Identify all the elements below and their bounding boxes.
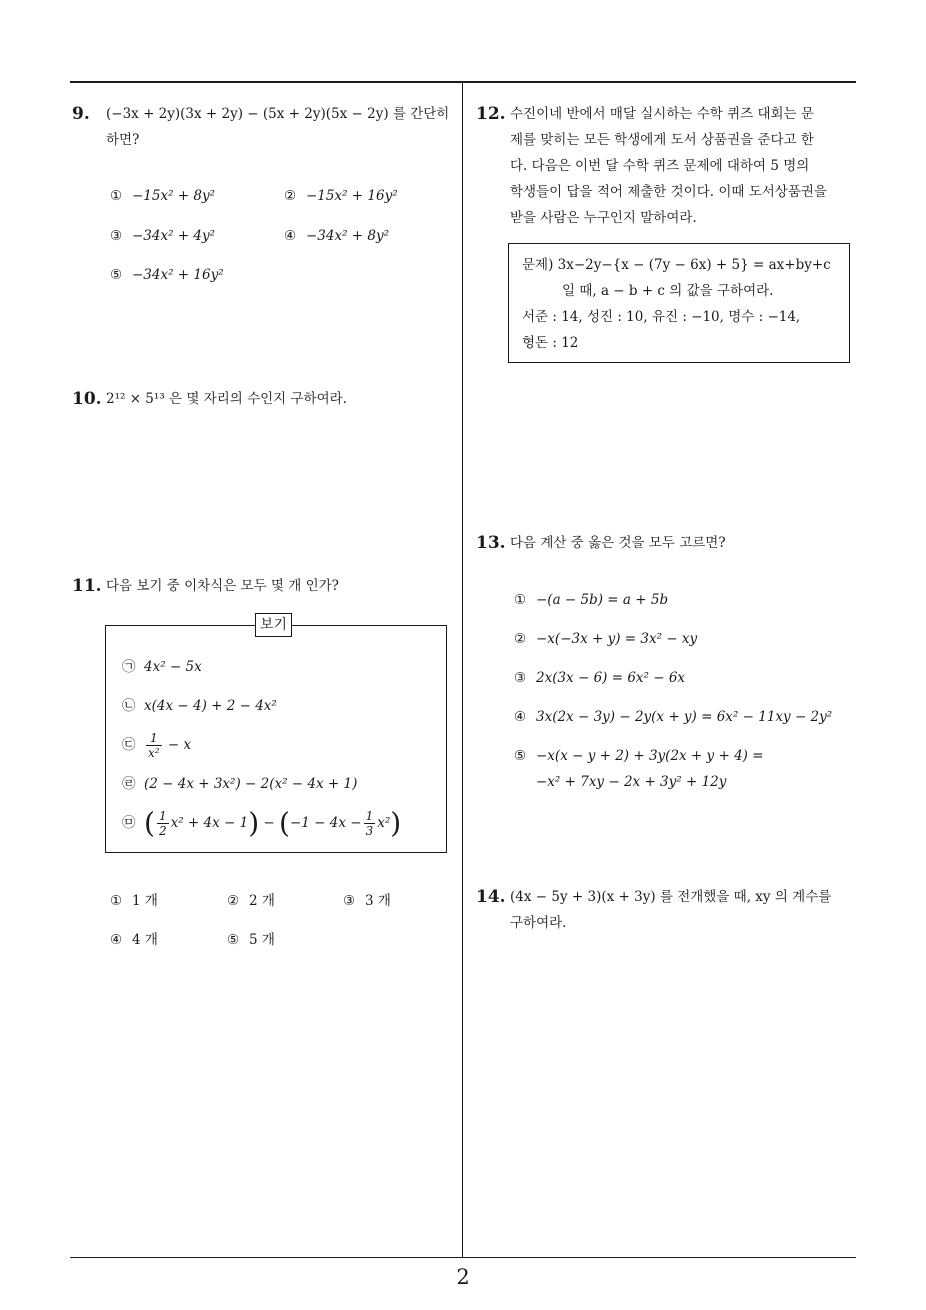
question-text: (−3x + 2y)(3x + 2y) − (5x + 2y)(5x − 2y) 를 간단히: [106, 106, 450, 122]
example-item-3: [122, 728, 191, 762]
item-text: (2 − 4x + 3x²) − 2(x² − 4x + 1): [144, 776, 358, 792]
item-mark: ㉢: [122, 737, 136, 753]
answers-line: 형돈 : 12: [522, 335, 579, 351]
question-text-line: 제를 맞히는 모든 학생에게 도서 상품권을 준다고 한: [510, 132, 814, 148]
choice-text: −x(−3x + y) = 3x² − xy: [536, 631, 698, 647]
choice-mark: ④: [514, 709, 527, 725]
choice-mark: ④: [284, 228, 297, 244]
question-text-line: 다. 다음은 이번 달 수학 퀴즈 문제에 대하여 5 명의: [510, 158, 810, 174]
choice-4[interactable]: [514, 707, 832, 727]
choice-text: 4 개: [132, 932, 158, 948]
question-text: 다음 보기 중 이차식은 모두 몇 개 인가?: [106, 578, 339, 594]
choice-mark: ④: [110, 932, 123, 948]
question-text: 구하여라.: [510, 915, 567, 931]
fraction-numerator: 1: [365, 809, 374, 823]
choice-2[interactable]: [284, 186, 398, 206]
choice-text: 5 개: [249, 932, 275, 948]
choice-5[interactable]: [227, 930, 275, 950]
choice-mark: ①: [110, 188, 123, 204]
question-text: 하면?: [106, 132, 140, 148]
choice-4[interactable]: [110, 930, 158, 950]
question-number: 9.: [72, 104, 90, 124]
open-paren: (: [144, 806, 155, 840]
fraction-numerator: 1: [158, 809, 167, 823]
choice-text: 3x(2x − 3y) − 2y(x + y) = 6x² − 11xy − 2y²: [536, 709, 833, 725]
choice-mark: ①: [110, 893, 123, 909]
choice-mark: ⑤: [110, 267, 123, 283]
item-mark: ㉣: [122, 776, 136, 792]
fraction: [157, 809, 169, 838]
minus-sign: −: [263, 815, 275, 831]
choice-text: 2 개: [249, 893, 275, 909]
item-text: − x: [167, 737, 192, 753]
bottom-rule: [70, 1257, 856, 1258]
choice-text: −34x² + 16y²: [132, 267, 224, 283]
fraction-denominator: 3: [365, 824, 374, 838]
problem-line: 문제) 3x−2y−{x − (7y − 6x) + 5} = ax+by+c: [522, 257, 831, 273]
question-text: (4x − 5y + 3)(x + 3y) 를 전개했을 때, xy 의 계수를: [510, 889, 832, 905]
question-text: 다음 계산 중 옳은 것을 모두 고르면?: [510, 535, 726, 551]
question-text-line: 수진이네 반에서 매달 실시하는 수학 퀴즈 대회는 문: [510, 106, 814, 122]
fraction: [364, 809, 376, 838]
fraction-denominator: 2: [158, 824, 167, 838]
choice-1[interactable]: [514, 590, 668, 610]
answers-line: 서준 : 14, 성진 : 10, 유진 : −10, 명수 : −14,: [522, 309, 801, 325]
choice-text: −15x² + 16y²: [306, 188, 398, 204]
top-rule: [70, 81, 856, 83]
choice-5[interactable]: [110, 265, 224, 285]
page-number: 2: [456, 1265, 470, 1289]
choice-text: −34x² + 4y²: [132, 228, 216, 244]
question-text-line: 받을 사람은 누구인지 말하여라.: [510, 210, 697, 226]
choice-text: −15x² + 8y²: [132, 188, 216, 204]
problem-line: 일 때, a − b + c 의 값을 구하여라.: [562, 283, 774, 299]
item-mark: ㉤: [122, 815, 136, 831]
question-number: 13.: [476, 533, 506, 553]
example-item-5: [122, 806, 401, 840]
choice-1[interactable]: [110, 186, 215, 206]
choice-text: 3 개: [365, 893, 391, 909]
fraction: [146, 731, 162, 760]
choice-1[interactable]: [110, 891, 158, 911]
item-mark: ㉠: [122, 659, 136, 675]
choice-mark: ②: [514, 631, 527, 647]
column-divider: [462, 83, 463, 1258]
fraction-numerator: 1: [146, 731, 162, 746]
example-item-4: [122, 774, 357, 794]
open-paren: (: [279, 806, 290, 840]
choice-3[interactable]: [514, 668, 685, 688]
choice-4[interactable]: [284, 226, 389, 246]
choice-mark: ③: [514, 670, 527, 686]
choice-2[interactable]: [227, 891, 275, 911]
choice-text: −x(x − y + 2) + 3y(2x + y + 4) =: [536, 748, 764, 764]
question-text: 2¹² × 5¹³ 은 몇 자리의 수인지 구하여라.: [106, 391, 347, 407]
choice-mark: ③: [110, 228, 123, 244]
choice-mark: ②: [284, 188, 297, 204]
choice-mark: ①: [514, 592, 527, 608]
choice-text: −34x² + 8y²: [306, 228, 390, 244]
choice-5[interactable]: [514, 746, 764, 766]
choice-5-continued: −x² + 7xy − 2x + 3y² + 12y: [536, 774, 727, 790]
question-text-line: 학생들이 답을 적어 제출한 것이다. 이때 도서상품권을: [510, 184, 827, 200]
choice-mark: ②: [227, 893, 240, 909]
question-number: 14.: [476, 887, 506, 907]
choice-text: −(a − 5b) = a + 5b: [536, 592, 669, 608]
example-item-2: [122, 696, 277, 716]
example-item-1: [122, 657, 202, 677]
item-text: x² + 4x − 1: [170, 815, 249, 831]
item-text: x²: [377, 815, 391, 831]
choice-mark: ③: [343, 893, 356, 909]
question-number: 10.: [72, 389, 102, 409]
item-text: 4x² − 5x: [144, 659, 202, 675]
question-number: 11.: [72, 576, 102, 596]
example-box-label: 보기: [255, 613, 292, 637]
choice-mark: ⑤: [227, 932, 240, 948]
item-mark: ㉡: [122, 698, 136, 714]
choice-3[interactable]: [110, 226, 215, 246]
close-paren: ): [248, 806, 260, 840]
item-text: x(4x − 4) + 2 − 4x²: [144, 698, 277, 714]
fraction-denominator: x²: [148, 746, 160, 760]
question-number: 12.: [476, 104, 506, 124]
choice-2[interactable]: [514, 629, 697, 649]
choice-mark: ⑤: [514, 748, 527, 764]
item-text: −1 − 4x −: [289, 815, 362, 831]
choice-text: 2x(3x − 6) = 6x² − 6x: [536, 670, 686, 686]
choice-text: 1 개: [132, 893, 158, 909]
choice-3[interactable]: [343, 891, 391, 911]
close-paren: ): [390, 806, 402, 840]
